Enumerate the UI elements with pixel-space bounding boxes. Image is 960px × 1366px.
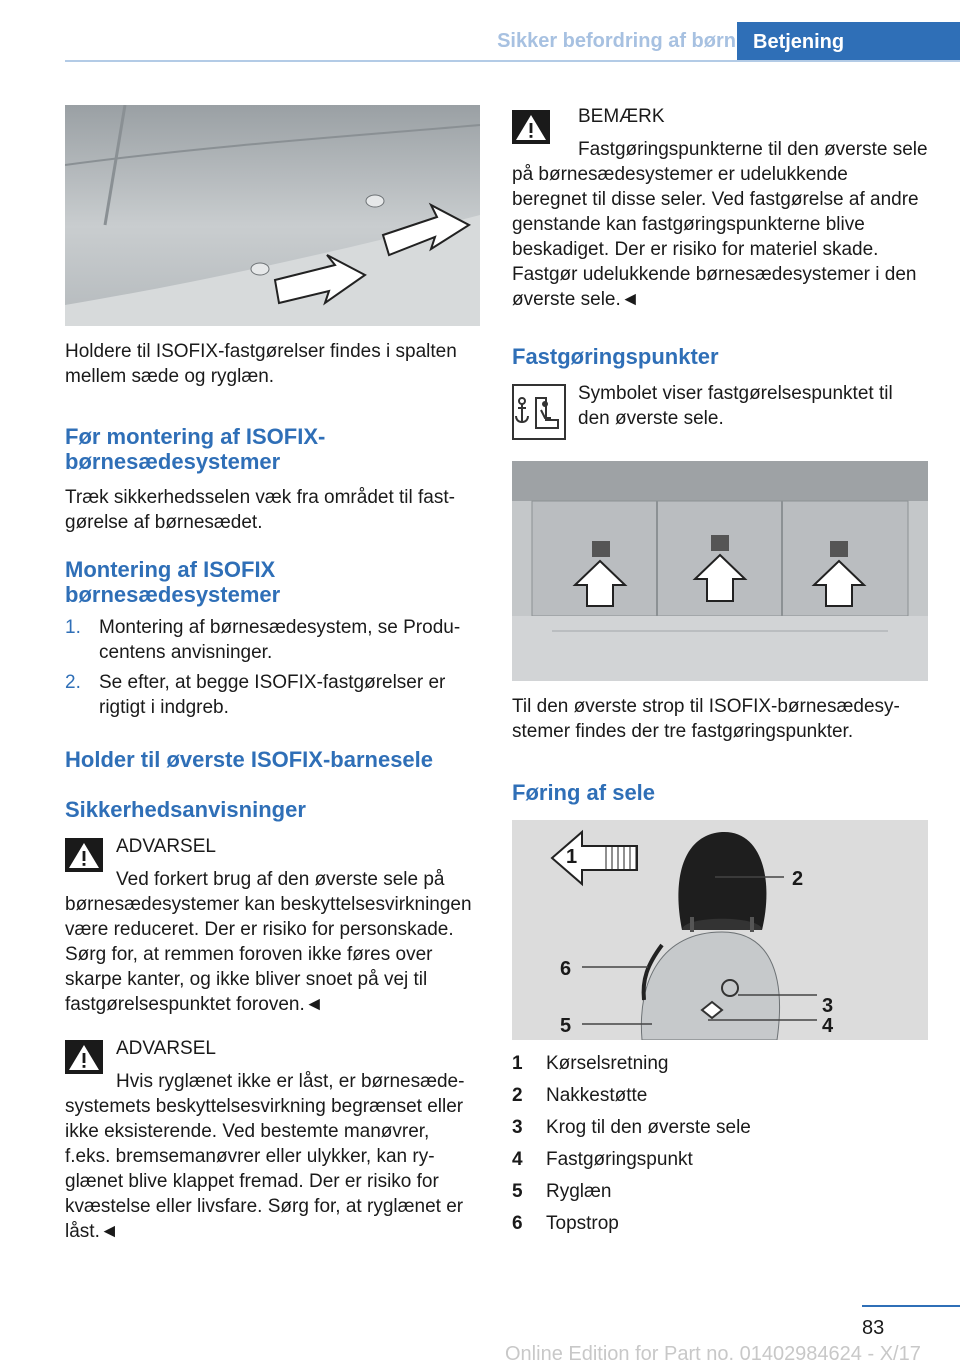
- heading-mounting: Montering af ISOFIX børnesædesystemer: [65, 557, 281, 607]
- legend-text: Nakkestøtte: [546, 1085, 648, 1106]
- step-number: 1.: [65, 617, 81, 638]
- child-seat-anchor-icon: [512, 384, 566, 440]
- step-item: [65, 615, 480, 670]
- warning2-text: Hvis ryglænet ikke er låst, er børnesædesystemets beskyttelsesvirkning begrænset eller ikke eksisterende. Ved bestemte manøvrer, f.eks. bremsemanøvrer eller ulykker, kan ryglænet blive klappet fremad. Der er risiko for kvæstelse eller livsfare. Sørg for, at ryglænet er låst.◄: [65, 1071, 465, 1242]
- symbol-description: Symbolet viser fastgørelsespunktet til den øverste sele.: [578, 383, 893, 429]
- legend-text: Ryglæn: [546, 1181, 612, 1202]
- header-section: Sikker befordring af børn: [497, 30, 736, 52]
- para-before-mounting: Træk sikkerhedsselen væk fra området til fastgørelse af børnesædet.: [65, 487, 455, 533]
- footer-edition: Online Edition for Part no. 01402984624 - X/17: [505, 1343, 921, 1365]
- legend-number: 4: [512, 1149, 523, 1170]
- heading-belt-routing: Føring af sele: [512, 780, 656, 805]
- header-chapter: Betjening: [737, 22, 960, 62]
- legend-text: Krog til den øverste sele: [546, 1117, 751, 1138]
- legend-text: Kørselsretning: [546, 1053, 669, 1074]
- legend-number: 6: [512, 1213, 523, 1234]
- trunk-caption: Til den øverste strop til ISOFIX-børnesædesystemer findes der tre fastgøringspunkter.: [512, 696, 900, 742]
- diagram-label-2: 2: [792, 868, 804, 890]
- note-text: Fastgøringspunkterne til den øverste sele på børnesædesystemer er udelukkende beregnet til disse seler. Ved fastgørelse af andre genstande kan fastgøringspunkterne blive beskadiget. Der er risiko for materiel skade. Fastgør udelukkende børnesædesystemer i den øverste sele.◄: [512, 139, 928, 310]
- legend-number: 1: [512, 1053, 523, 1074]
- heading-top-tether-holder: Holder til øverste ISOFIX-barnesele: [65, 747, 434, 772]
- fig1-caption: Holdere til ISOFIX-fastgørelser findes i spalten mellem sæde og ryglæn.: [65, 341, 457, 387]
- heading-safety: Sikkerhedsanvisninger: [65, 797, 306, 822]
- warning1-text: Ved forkert brug af den øverste sele på børnesædesystemer kan beskyttelsesvirkningen være reduceret. Der er risiko for personskade. Sørg for, at remmen foroven ikke føres over skarpe kanter, og ikke bliver snoet på vej til fastgørelsespunktet foroven.◄: [65, 869, 472, 1015]
- step-list: [65, 615, 480, 725]
- diagram-label-3: 3: [822, 995, 834, 1017]
- step-item: [65, 670, 480, 725]
- legend-number: 3: [512, 1117, 523, 1138]
- warning2-title: ADVARSEL: [116, 1038, 216, 1059]
- heading-anchor-points: Fastgøringspunkter: [512, 344, 719, 369]
- warning1-title: ADVARSEL: [116, 836, 216, 857]
- figure-isofix-seat: [65, 105, 480, 326]
- diagram-label-4: 4: [822, 1015, 834, 1037]
- heading-before-mounting: Før montering af ISOFIX-børnesædesystemer: [65, 424, 326, 474]
- legend-number: 2: [512, 1085, 523, 1106]
- figure-trunk-anchors: [512, 461, 928, 681]
- step-text: Se efter, at begge ISOFIX-fastgørelser er rigtigt i indgreb.: [99, 672, 446, 718]
- legend-number: 5: [512, 1181, 523, 1202]
- step-number: 2.: [65, 672, 81, 693]
- footer-rule: [862, 1305, 960, 1307]
- page-number: 83: [862, 1317, 885, 1339]
- step-text: Montering af børnesædesystem, se Producentens anvisninger.: [99, 617, 461, 663]
- header-rule: [65, 60, 960, 62]
- diagram-label-1: 1: [566, 846, 578, 868]
- legend-text: Fastgøringspunkt: [546, 1149, 693, 1170]
- diagram-label-6: 6: [560, 958, 572, 980]
- note-title: BEMÆRK: [578, 106, 665, 127]
- legend-text: Topstrop: [546, 1213, 619, 1234]
- diagram-label-5: 5: [560, 1015, 572, 1037]
- figure-belt-routing: [512, 820, 928, 1040]
